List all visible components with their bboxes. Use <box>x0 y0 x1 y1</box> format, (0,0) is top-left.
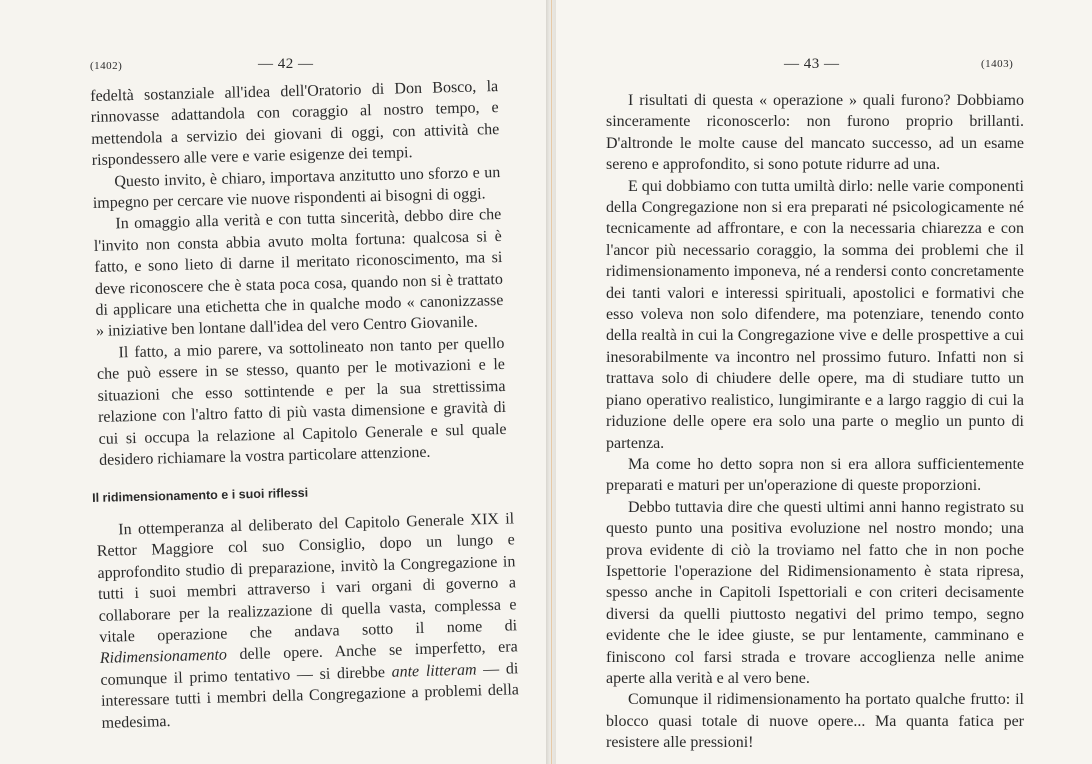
right-page <box>556 0 1092 764</box>
section-title: Il ridimensionamento e i suoi riflessi <box>92 485 309 505</box>
right-paragraph-1: I risultati di questa « operazione » quali furono? Dobbiamo sinceramente riconoscerlo: non furono proprio brillanti. D'altronde le molte cause del mancato successo, ad un esame sereno e approfondito, si sono potute ridurre ad una. <box>606 92 1024 174</box>
right-paragraph-3: Ma come ho detto sopra non si era allora sufficientemente preparati e maturi per un'operazione di queste proporzioni. <box>606 455 1024 495</box>
left-paragraph-5-part-c: — di interessare tutti i membri della Congregazione a problemi della medesima. <box>100 660 520 732</box>
left-paragraph-5-italic-1: Ridimensionamento <box>99 646 228 668</box>
left-paragraph-1: fedeltà sostanziale all'idea dell'Oratorio di Don Bosco, la rinnovasse adattandola con coraggio al nostro tempo, e mettendola a servizio dei giovani di oggi, con attività che rispondessero alle vere e varie esigenze dei tempi. <box>90 78 500 170</box>
right-paragraph-5: Comunque il ridimensionamento ha portato qualche frutto: il blocco quasi totale di nuove opere... Ma quanta fatica per resistere alle pressioni! <box>606 691 1024 752</box>
gutter-line <box>551 0 552 764</box>
left-archive-number: (1402) <box>90 60 123 72</box>
left-paragraph-5-part-a: In ottemperanza al deliberato del Capitolo Generale XIX il Rettor Maggiore col suo Consiglio, dopo un lungo e approfondito studio di preparazione, invitò la Congregazione in tutti i suoi membri attraverso i vari organi di governo a collaborare per la realizzazione di quella vasta, complessa e vitale operazione che andava sotto il nome di <box>96 510 518 646</box>
left-paragraph-5 <box>96 508 520 734</box>
right-text-block <box>606 90 1024 754</box>
right-paragraph-4: Debbo tuttavia dire che questi ultimi anni hanno registrato su questo punto una positiva evoluzione nel nostro mondo; una prova evidente di ciò la troviamo nel fatto che in non poche Ispettorie l'operazione del Ridimensionamento è stata ripresa, spesso anche in Capitoli Ispettoriali e con criteri decisamente diversi da quelli piuttosto negativi del primo tempo, segno evidente che le idee giuste, se pur lentamente, camminano e finiscono col farsi strada e trovare accoglienza nelle anime aperte alla verità e al vero bene. <box>606 498 1024 687</box>
left-paragraph-4: Il fatto, a mio parere, va sottolineato non tanto per quello che può essere in se stesso, quanto per le motivazioni e le situazioni che esso sottintende e per la sua strettissima relazione con l'altro fatto di più vasta dimensione e gravità di cui si occupa la relazione al Capitolo Generale e sul quale desidero richiamare la vostra particolare attenzione. <box>96 334 507 469</box>
left-paragraph-5-italic-2: ante litteram <box>391 661 477 681</box>
right-page-number: — 43 — <box>784 56 840 72</box>
left-text-block-2 <box>96 508 520 734</box>
left-paragraph-5-part-b: delle opere. Anche se imperfetto, era comunque il primo tentativo — si direbbe <box>100 638 518 689</box>
left-paragraph-3: In omaggio alla verità e con tutta sincerità, debbo dire che l'invito non consta abbia avuto molta fortuna: qualcosa si è fatto, e sono lieto di darne il meritato riconoscimento, ma si deve riconoscere che è stata poca cosa, quando non si è trattato di applicare una etichetta che in qualche modo « canonizzasse » iniziative ben lontane dall'idea del vero Centro Giovanile. <box>93 206 504 341</box>
left-text-block <box>90 76 507 471</box>
right-paragraph-2: E qui dobbiamo con tutta umiltà dirlo: nelle varie componenti della Congregazione non si era preparati né psicologicamente né tecnicamente ad affrontare, e con la necessaria chiarezza e con l'ancor più necessario coraggio, la somma dei problemi che il ridimensionamento imponeva, né a rendersi conto concretamente dei tanti valori e interessi spirituali, apostolici e formativi che esso voleva non solo difendere, ma potenziare, tenendo conto della realtà in cui la Congregazione vive e delle prospettive a cui inesorabilmente va incontro nel prossimo futuro. Infatti non si trattava solo di chiudere delle opere, ma di studiare tutto un piano operativo realistico, lungimirante e a largo raggio di cui la riduzione delle opere era solo una parte o meglio un punto di partenza. <box>606 177 1024 452</box>
left-page-number: — 42 — <box>258 56 314 72</box>
right-archive-number: (1403) <box>981 58 1014 70</box>
left-paragraph-2: Questo invito, è chiaro, importava anzitutto uno sforzo e un impegno per cercare vie nuove rispondenti ai bisogni di oggi. <box>92 163 501 212</box>
